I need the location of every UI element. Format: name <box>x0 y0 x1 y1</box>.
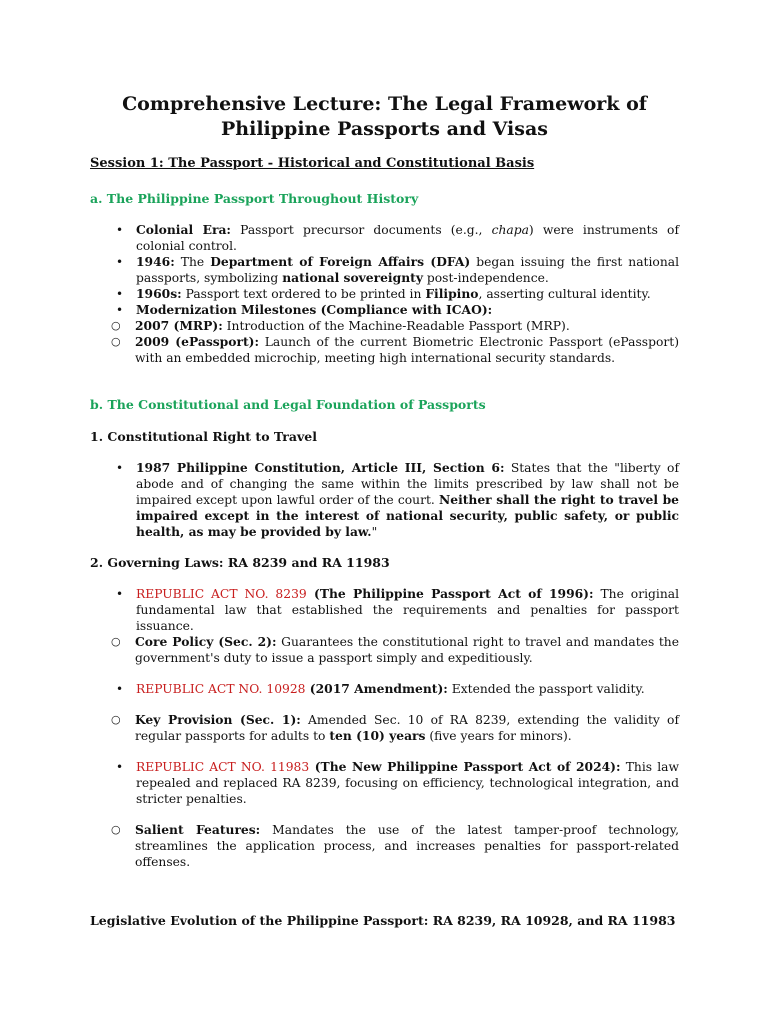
sub-item-salient-features: ○ Salient Features: Mandates the use of the latest tamper-proof technology, streamlines the application process, and increases penalties for passport-related offenses. <box>111 822 679 869</box>
list-item-constitution: • 1987 Philippine Constitution, Article III, Section 6: States that the "liberty of abode and of changing the same within the limits prescribed by law shall not be impaired except upon lawful order of the court. Neither shall the right to travel be impaired except in the interest of national security, public safety, or public health, as may be provided by law." <box>116 460 679 539</box>
sub-item-mrp: ○ 2007 (MRP): Introduction of the Machine-Readable Passport (MRP). <box>111 318 570 333</box>
subheading-right-to-travel: 1. Constitutional Right to Travel <box>90 429 317 444</box>
bullet-icon: • <box>116 587 124 601</box>
spacer <box>90 666 679 681</box>
constitution-list <box>90 460 679 540</box>
section-a-heading: a. The Philippine Passport Throughout History <box>90 191 419 206</box>
bullet-icon: • <box>116 287 124 301</box>
list-item-ra8239: • REPUBLIC ACT NO. 8239 (The Philippine Passport Act of 1996): The original fundamental law that established the requirements and penalties for passport issuance. ○ Core Policy (Sec. 2): Guarantees the constitutional right to travel and mandates the government's duty to issue a passport simply and expeditiously. <box>90 586 679 666</box>
sub-item-core-policy: ○ Core Policy (Sec. 2): Guarantees the constitutional right to travel and mandates the government's duty to issue a passport simply and expeditiously. <box>111 634 679 665</box>
session-heading: Session 1: The Passport - Historical and Constitutional Basis <box>90 156 535 171</box>
sub-item-key-provision: ○ Key Provision (Sec. 1): Amended Sec. 10 of RA 8239, extending the validity of regular passports for adults to ten (10) years (five years for minors). <box>111 712 679 743</box>
circle-bullet-icon: ○ <box>111 823 121 836</box>
list-item-1960s: • 1960s: Passport text ordered to be printed in Filipino, asserting cultural identity. <box>116 286 651 301</box>
spacer <box>136 807 679 822</box>
bullet-icon: • <box>116 223 124 237</box>
list-item-ra11983: • REPUBLIC ACT NO. 11983 (The New Philippine Passport Act of 2024): This law repealed and replaced RA 8239, focusing on efficiency, technological integration, and stricter penalties. ○ Salient Features: Mandates the use of the latest tamper-proof technology, streamlines the application process, and increases penalties for passport-related offenses. <box>90 759 679 870</box>
bullet-icon: • <box>116 303 124 317</box>
bullet-icon: • <box>116 682 124 696</box>
laws-list <box>90 586 679 870</box>
bullet-icon: • <box>116 760 124 774</box>
page-title: Comprehensive Lecture: The Legal Framework of Philippine Passports and Visas <box>122 93 647 140</box>
circle-bullet-icon: ○ <box>111 713 121 726</box>
sub-item-epassport: ○ 2009 (ePassport): Launch of the current Biometric Electronic Passport (ePassport) with an embedded microchip, meeting high international security standards. <box>111 334 679 365</box>
spacer <box>90 744 679 759</box>
spacer <box>136 697 679 712</box>
circle-bullet-icon: ○ <box>111 335 121 348</box>
circle-bullet-icon: ○ <box>111 319 121 332</box>
list-item-1946: • 1946: The Department of Foreign Affairs (DFA) began issuing the first national passports, symbolizing national sovereignty post-independence. <box>116 254 680 285</box>
ra11983-sublist <box>111 822 679 870</box>
legislative-evolution-heading: Legislative Evolution of the Philippine Passport: RA 8239, RA 10928, and RA 11983 <box>90 913 676 928</box>
bullet-icon: • <box>116 255 124 269</box>
history-list <box>90 222 679 366</box>
circle-bullet-icon: ○ <box>111 635 121 648</box>
list-item-ra10928: • REPUBLIC ACT NO. 10928 (2017 Amendment): Extended the passport validity. ○ Key Provision (Sec. 1): Amended Sec. 10 of RA 8239, extending the validity of regular passports for adults to ten (10) years (five years for minors). <box>90 681 679 744</box>
ra8239-sublist <box>111 634 679 666</box>
list-item-colonial: • Colonial Era: Passport precursor documents (e.g., chapa) were instruments of colonial control. <box>116 222 680 253</box>
milestones-sublist <box>111 318 679 366</box>
subheading-governing-laws: 2. Governing Laws: RA 8239 and RA 11983 <box>90 555 390 570</box>
bullet-icon: • <box>116 461 124 475</box>
section-b-heading: b. The Constitutional and Legal Foundation of Passports <box>90 397 486 412</box>
list-item-milestones: • Modernization Milestones (Compliance with ICAO): ○ 2007 (MRP): Introduction of the Machine-Readable Passport (MRP). ○ 2009 (ePassport): Launch of the current Biometric Electronic Passport (ePassport) with an embedded microchip, meeting high international security standards. <box>90 302 679 366</box>
